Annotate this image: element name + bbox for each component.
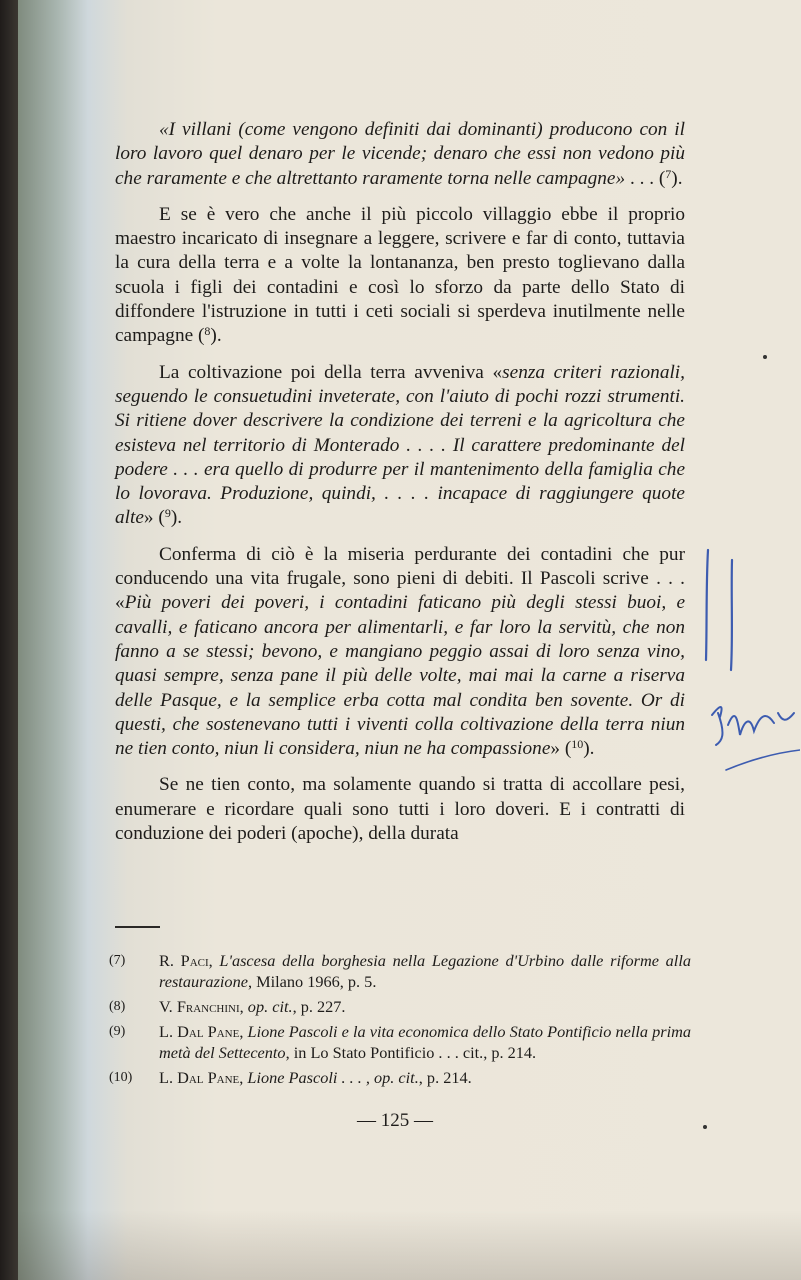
- text-segment: senza criteri razionali, seguendo le consuetudini inveterate, con l'aiuto di pochi rozzi strumenti. Si ritiene dover descrivere la condizione dei terreni e la agricoltura che esisteva nel territorio di Monterado . . . . Il carattere predominante del podere . . . era quello di produrre per il mantenimento della famiglia che lo lovorava. Produzione, quindi, . . . . incapace di raggiungere quote alte: [115, 361, 685, 529]
- text-segment: op. cit.: [247, 997, 293, 1016]
- text-segment: «I villani (come vengono definiti dai dominanti) producono con il loro lavoro quel denaro per le vicende; denaro che essi non vedono più che raramente e che altrettanto raramente torna nelle campagne»: [115, 119, 685, 189]
- paragraph-3: [115, 361, 685, 531]
- text-segment: , p. 227.: [292, 997, 346, 1016]
- text-segment: E se è vero che anche il più piccolo villaggio ebbe il proprio maestro incaricato di insegnare a leggere, scrivere e far di conto, tuttavia la cura della terra e a volte la lontananza, ben presto toglievano dalla scuola i figli dei contadini e così lo sforzo da parte dello Stato di diffondere l'istruzione in tutti i ceti sociali si sperdeva inutilmente nelle campagne (: [115, 203, 685, 347]
- page-number: — 125 —: [357, 1110, 433, 1131]
- paragraph-5: [115, 773, 685, 846]
- text-segment: Dal Pane: [177, 1068, 240, 1087]
- footnote-number: (9): [109, 1024, 126, 1039]
- text-segment: ).: [170, 507, 183, 529]
- text-segment: » (: [143, 507, 165, 529]
- text-segment: , Milano 1966, p. 5.: [247, 972, 377, 991]
- text-segment: 8: [204, 324, 211, 339]
- paragraph-2: [115, 203, 685, 349]
- footnote-7: [109, 950, 691, 992]
- body-text: [115, 118, 685, 858]
- page-shadow: [18, 1210, 801, 1280]
- book-spine: [0, 0, 18, 1280]
- margin-line-1: [706, 550, 708, 660]
- paragraph-1: [115, 118, 685, 191]
- text-segment: Se ne tien conto, ma solamente quando si tratta di accollare pesi, enumerare e ricordare quali sono tutti i loro doveri. E i contratti di conduzione dei poderi (apoche), della durata: [115, 774, 685, 845]
- text-segment: Lione Pascoli e la vita economica dello Stato Pontificio nella prima metà del Settecento: [159, 1022, 692, 1062]
- text-segment: L'ascesa della borghesia nella Legazione d'Urbino dalle riforme alla restaurazione: [159, 951, 691, 991]
- footnote-text: [159, 1067, 691, 1088]
- text-segment: La coltivazione poi della terra avveniva «: [159, 361, 503, 383]
- text-segment: Più poveri dei poveri, i contadini faticano più degli stessi buoi, e cavalli, e faticano ancora per alimentarli, e far loro la servitù, che non fanno a se stessi; bevono, e mangiano peggio assai di loro senza vino, quasi sempre, senza pane il più delle volte, mai mai la carne a riserva delle Pasque, e la semplice erba cotta mal condita ben sovente. Or di questi, che sostenevano tutti i viventi colla coltivazione della terra niun ne tien conto, niun li considera, niun ne ha compassione: [115, 592, 685, 760]
- text-segment: L.: [159, 1068, 178, 1087]
- text-segment: Paci: [180, 951, 209, 970]
- text-segment: Conferma di ciò è la miseria perdurante dei contadini che pur conducendo una vita frugale, sono pieni di debiti. Il Pascoli scrive . . . «: [115, 543, 685, 614]
- paragraph-4: [115, 543, 685, 762]
- text-segment: Lione Pascoli . . . , op. cit.: [247, 1068, 419, 1087]
- text-segment: 7: [665, 166, 672, 181]
- text-segment: V.: [159, 997, 177, 1016]
- footnote-separator: [115, 926, 160, 928]
- text-segment: ,: [208, 951, 220, 970]
- text-segment: L.: [159, 1022, 178, 1041]
- text-segment: ).: [210, 325, 222, 347]
- text-segment: 10: [571, 737, 584, 752]
- footnote-9: [109, 1021, 691, 1063]
- footnote-number: (8): [109, 999, 126, 1014]
- text-segment: ,: [239, 1068, 248, 1087]
- margin-underline: [726, 750, 800, 770]
- text-segment: ).: [671, 167, 683, 189]
- footnote-8: [109, 996, 691, 1017]
- footnote-text: [159, 950, 691, 992]
- margin-line-2: [731, 560, 732, 670]
- footnote-text: [159, 996, 691, 1017]
- handwritten-annotation: [690, 545, 800, 775]
- footnote-number: (10): [109, 1070, 133, 1085]
- footnote-text: [159, 1021, 691, 1063]
- text-segment: R.: [159, 951, 181, 970]
- text-segment: , p. 214.: [418, 1068, 472, 1087]
- footnote-10: [109, 1067, 691, 1088]
- text-segment: Franchini: [176, 997, 240, 1016]
- text-segment: ,: [239, 1022, 248, 1041]
- text-segment: Dal Pane: [177, 1022, 240, 1041]
- text-segment: . . . (: [625, 167, 666, 189]
- speck: [703, 1125, 707, 1129]
- margin-scribble: [712, 707, 794, 745]
- footnotes: [109, 950, 691, 1092]
- text-segment: » (: [550, 738, 572, 760]
- text-segment: 9: [164, 506, 171, 521]
- footnote-number: (7): [109, 953, 126, 968]
- text-segment: ).: [583, 738, 595, 760]
- speck: [763, 355, 767, 359]
- text-segment: ,: [239, 997, 248, 1016]
- text-segment: , in Lo Stato Pontificio . . . cit., p. 214.: [285, 1043, 537, 1062]
